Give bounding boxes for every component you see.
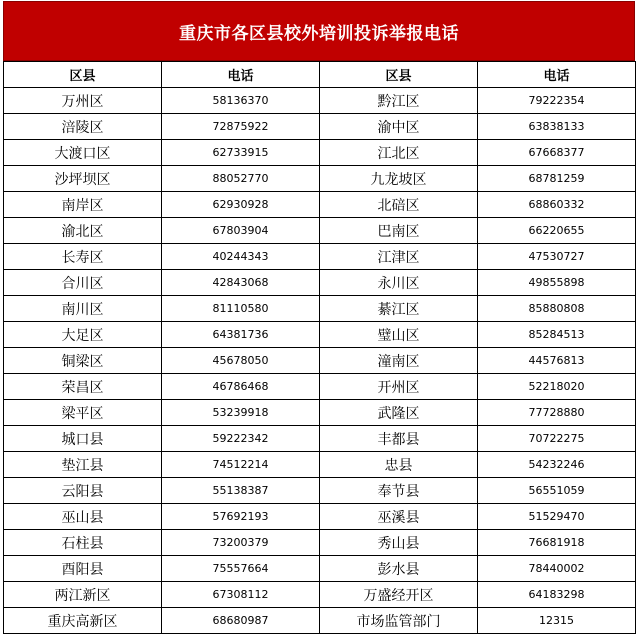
table-row: [4, 478, 636, 504]
right-phone-cell: 85880808: [478, 296, 636, 322]
left-district-cell: 荣昌区: [4, 374, 162, 400]
right-phone-cell: 64183298: [478, 582, 636, 608]
header-district-right: 区县: [320, 62, 478, 88]
left-district-cell: 巫山县: [4, 504, 162, 530]
right-district-cell: 渝中区: [320, 114, 478, 140]
left-phone-cell: 42843068: [162, 270, 320, 296]
left-phone-cell: 88052770: [162, 166, 320, 192]
table-row: [4, 166, 636, 192]
left-phone-cell: 74512214: [162, 452, 320, 478]
left-district-cell: 渝北区: [4, 218, 162, 244]
right-district-cell: 丰都县: [320, 426, 478, 452]
left-phone-cell: 53239918: [162, 400, 320, 426]
table-row: [4, 218, 636, 244]
table-body: [4, 88, 636, 634]
right-district-cell: 万盛经开区: [320, 582, 478, 608]
left-district-cell: 大足区: [4, 322, 162, 348]
left-district-cell: 合川区: [4, 270, 162, 296]
table-row: [4, 244, 636, 270]
left-phone-cell: 68680987: [162, 608, 320, 634]
left-phone-cell: 57692193: [162, 504, 320, 530]
right-district-cell: 巴南区: [320, 218, 478, 244]
left-district-cell: 石柱县: [4, 530, 162, 556]
left-district-cell: 沙坪坝区: [4, 166, 162, 192]
left-district-cell: 铜梁区: [4, 348, 162, 374]
right-district-cell: 北碚区: [320, 192, 478, 218]
right-district-cell: 江北区: [320, 140, 478, 166]
header-phone-right: 电话: [478, 62, 636, 88]
right-district-cell: 九龙坡区: [320, 166, 478, 192]
right-phone-cell: 44576813: [478, 348, 636, 374]
table-row: [4, 582, 636, 608]
right-district-cell: 璧山区: [320, 322, 478, 348]
right-phone-cell: 76681918: [478, 530, 636, 556]
right-district-cell: 忠县: [320, 452, 478, 478]
table-row: [4, 426, 636, 452]
header-district-left: 区县: [4, 62, 162, 88]
right-district-cell: 黔江区: [320, 88, 478, 114]
right-district-cell: 潼南区: [320, 348, 478, 374]
left-phone-cell: 75557664: [162, 556, 320, 582]
right-district-cell: 秀山县: [320, 530, 478, 556]
table-row: [4, 88, 636, 114]
left-phone-cell: 67308112: [162, 582, 320, 608]
left-district-cell: 重庆高新区: [4, 608, 162, 634]
table-row: [4, 348, 636, 374]
right-phone-cell: 52218020: [478, 374, 636, 400]
sheet-title: 重庆市各区县校外培训投诉举报电话: [3, 1, 635, 61]
right-district-cell: 巫溪县: [320, 504, 478, 530]
table-row: [4, 322, 636, 348]
left-district-cell: 梁平区: [4, 400, 162, 426]
left-district-cell: 长寿区: [4, 244, 162, 270]
left-district-cell: 云阳县: [4, 478, 162, 504]
right-phone-cell: 67668377: [478, 140, 636, 166]
left-district-cell: 大渡口区: [4, 140, 162, 166]
left-phone-cell: 45678050: [162, 348, 320, 374]
table-row: [4, 270, 636, 296]
left-district-cell: 南岸区: [4, 192, 162, 218]
left-phone-cell: 81110580: [162, 296, 320, 322]
right-district-cell: 江津区: [320, 244, 478, 270]
right-phone-cell: 56551059: [478, 478, 636, 504]
right-phone-cell: 54232246: [478, 452, 636, 478]
hotline-sheet: [1, 1, 637, 634]
right-phone-cell: 68860332: [478, 192, 636, 218]
right-district-cell: 彭水县: [320, 556, 478, 582]
right-phone-cell: 49855898: [478, 270, 636, 296]
right-phone-cell: 66220655: [478, 218, 636, 244]
left-district-cell: 两江新区: [4, 582, 162, 608]
right-district-cell: 永川区: [320, 270, 478, 296]
right-phone-cell: 68781259: [478, 166, 636, 192]
right-phone-cell: 47530727: [478, 244, 636, 270]
left-district-cell: 万州区: [4, 88, 162, 114]
right-district-cell: 武隆区: [320, 400, 478, 426]
left-phone-cell: 58136370: [162, 88, 320, 114]
table-row: [4, 374, 636, 400]
table-row: [4, 530, 636, 556]
left-district-cell: 酉阳县: [4, 556, 162, 582]
left-district-cell: 涪陵区: [4, 114, 162, 140]
table-row: [4, 556, 636, 582]
right-phone-cell: 70722275: [478, 426, 636, 452]
left-district-cell: 城口县: [4, 426, 162, 452]
left-district-cell: 垫江县: [4, 452, 162, 478]
right-district-cell: 綦江区: [320, 296, 478, 322]
right-phone-cell: 51529470: [478, 504, 636, 530]
right-phone-cell: 63838133: [478, 114, 636, 140]
table-row: [4, 296, 636, 322]
table-row: [4, 114, 636, 140]
table-row: [4, 608, 636, 634]
table-row: [4, 452, 636, 478]
table-row: [4, 192, 636, 218]
left-phone-cell: 62930928: [162, 192, 320, 218]
table-row: [4, 140, 636, 166]
right-phone-cell: 79222354: [478, 88, 636, 114]
table-row: [4, 504, 636, 530]
right-phone-cell: 78440002: [478, 556, 636, 582]
left-phone-cell: 64381736: [162, 322, 320, 348]
left-phone-cell: 40244343: [162, 244, 320, 270]
right-phone-cell: 77728880: [478, 400, 636, 426]
left-phone-cell: 67803904: [162, 218, 320, 244]
left-phone-cell: 59222342: [162, 426, 320, 452]
left-phone-cell: 62733915: [162, 140, 320, 166]
right-district-cell: 市场监管部门: [320, 608, 478, 634]
left-phone-cell: 73200379: [162, 530, 320, 556]
right-phone-cell: 85284513: [478, 322, 636, 348]
left-phone-cell: 55138387: [162, 478, 320, 504]
left-district-cell: 南川区: [4, 296, 162, 322]
header-row: [4, 62, 636, 88]
table-row: [4, 400, 636, 426]
right-district-cell: 奉节县: [320, 478, 478, 504]
left-phone-cell: 46786468: [162, 374, 320, 400]
left-phone-cell: 72875922: [162, 114, 320, 140]
right-district-cell: 开州区: [320, 374, 478, 400]
header-phone-left: 电话: [162, 62, 320, 88]
right-phone-cell: 12315: [478, 608, 636, 634]
hotline-table: [3, 61, 636, 634]
